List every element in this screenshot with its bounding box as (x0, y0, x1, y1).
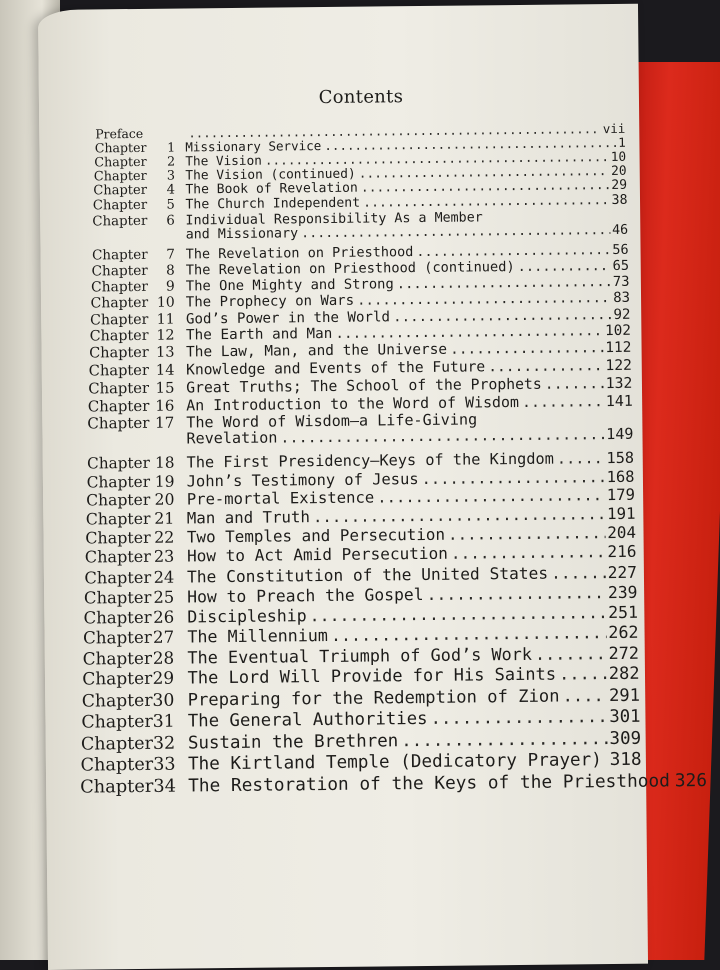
chapter-title: The First Presidency—Keys of the Kingdom (187, 451, 554, 471)
chapter-number: 10 (157, 296, 175, 311)
chapter-number: 20 (155, 492, 175, 509)
toc-entry (186, 358, 632, 378)
toc-entry (188, 708, 641, 731)
chapter-label (82, 691, 175, 710)
chapter-title: Missionary Service (185, 139, 321, 154)
page-number: 149 (606, 427, 633, 443)
chapter-label (83, 629, 174, 647)
page-number: 326 (675, 772, 707, 791)
leader-dots (562, 687, 607, 705)
leader-dots (401, 730, 607, 751)
toc-entry (187, 544, 637, 566)
chapter-word: Chapter (80, 778, 153, 797)
page-number: 291 (609, 686, 640, 704)
chapter-label (91, 280, 175, 295)
chapter-title: The Constitution of the United States (187, 565, 548, 586)
chapter-label (93, 184, 175, 199)
chapter-number: 27 (153, 629, 174, 647)
toc-entry (187, 604, 638, 626)
chapter-word: Chapter (94, 170, 147, 184)
chapter-label (84, 569, 174, 587)
leader-dots (451, 545, 606, 563)
chapter-label (85, 530, 174, 548)
chapter-title: Discipleship (187, 607, 307, 626)
toc-entry (187, 487, 635, 508)
leader-dots (359, 165, 610, 181)
page-number: 204 (607, 525, 636, 542)
toc-entry (187, 624, 638, 646)
chapter-number: 6 (166, 214, 175, 228)
leader-dots (448, 525, 605, 543)
chapter-word: Chapter (84, 569, 151, 587)
chapter-word: Chapter (85, 530, 151, 547)
chapter-title: The Vision (185, 154, 262, 168)
chapter-label (86, 511, 175, 528)
chapter-word: Chapter (85, 549, 151, 567)
chapter-number: 29 (152, 670, 174, 688)
toc-entry (188, 773, 642, 796)
toc-row (84, 584, 638, 607)
chapter-label (83, 649, 175, 668)
chapter-word: Chapter (95, 141, 147, 155)
chapter-label (90, 329, 175, 345)
chapter-number: 32 (153, 734, 175, 753)
toc-entry (188, 729, 641, 752)
leader-dots (450, 341, 603, 358)
page-number: 102 (605, 324, 631, 339)
chapter-number: 26 (153, 609, 174, 627)
chapter-word: Chapter (91, 280, 148, 295)
chapter-title: An Introduction to the Word of Wisdom (186, 395, 519, 414)
leader-dots (488, 359, 603, 376)
page-number: 227 (608, 564, 637, 581)
chapter-word: Chapter (82, 692, 153, 711)
leader-dots (310, 604, 607, 624)
toc-entry (187, 584, 637, 606)
chapter-word: Chapter (81, 734, 153, 753)
chapter-number: 19 (155, 473, 175, 489)
page-number: 10 (611, 150, 626, 164)
leader-dots (559, 666, 607, 684)
leader-dots (280, 427, 604, 446)
chapter-number: 28 (153, 649, 175, 667)
chapter-number: 14 (156, 363, 175, 379)
chapter-title: The Millennium (187, 627, 328, 646)
chapter-title: The Restoration of the Keys of the Priesthood (188, 773, 670, 797)
chapter-title: The Earth and Man (186, 327, 332, 344)
chapter-number: 17 (155, 416, 174, 432)
toc-row (83, 604, 638, 627)
page-number: vii (603, 122, 626, 135)
chapter-label (86, 492, 174, 509)
chapter-label (93, 199, 175, 214)
page-number: 122 (605, 358, 632, 374)
chapter-word: Chapter (88, 398, 150, 414)
leader-dots (377, 487, 605, 506)
page-number: 282 (609, 665, 640, 683)
chapter-title: Great Truths; The School of the Prophets (186, 377, 542, 396)
chapter-word: Chapter (83, 629, 152, 647)
chapter-title: The Revelation on Priesthood (continued) (186, 260, 515, 278)
chapter-label (87, 416, 174, 433)
chapter-label (94, 169, 175, 183)
chapter-word: Chapter (83, 609, 151, 627)
table-of-contents (95, 122, 632, 801)
page-number: 29 (611, 179, 627, 193)
chapter-number: 4 (167, 184, 175, 198)
chapter-number: 30 (152, 691, 174, 709)
page-number: 309 (609, 729, 641, 748)
chapter-title: The General Authorities (188, 710, 428, 731)
chapter-word: Chapter (87, 455, 150, 472)
chapter-title-continued (186, 224, 629, 243)
leader-dots (557, 450, 605, 467)
chapter-number: 33 (153, 756, 176, 775)
page-number: 92 (613, 308, 630, 323)
chapter-title: The Church Independent (185, 197, 360, 213)
chapter-title-line2: Revelation (186, 431, 277, 448)
leader-dots (361, 180, 610, 196)
chapter-word: Chapter (87, 473, 151, 490)
leader-dots (421, 469, 604, 487)
chapter-label (80, 778, 174, 798)
chapter-number: 24 (154, 569, 175, 586)
toc-row (81, 708, 640, 732)
leader-dots (335, 324, 603, 342)
chapter-title: The One Mighty and Strong (186, 277, 394, 294)
chapter-title: The Eventual Triumph of God’s Work (187, 646, 532, 667)
page-number: 46 (612, 224, 628, 238)
chapter-label (94, 155, 175, 169)
page-number: 301 (609, 708, 640, 727)
toc-entry (185, 210, 628, 243)
chapter-number: 2 (167, 155, 175, 168)
chapter-word: Chapter (81, 713, 152, 732)
chapter-label (92, 248, 175, 263)
chapter-title-continued (186, 427, 633, 448)
chapter-label (81, 713, 174, 732)
chapter-title: John’s Testimony of Jesus (187, 471, 419, 490)
chapter-number: 22 (154, 530, 174, 547)
chapter-label (91, 264, 174, 279)
leader-dots (416, 243, 610, 259)
chapter-title: The Book of Revelation (185, 182, 358, 197)
chapter-label (89, 346, 174, 362)
chapter-number: 1 (167, 141, 175, 154)
toc-entry (187, 468, 635, 489)
chapter-title: The Law, Man, and the Universe (186, 343, 447, 361)
chapter-number: 25 (153, 588, 174, 605)
page-number: 56 (612, 243, 628, 257)
leader-dots (522, 394, 604, 411)
page-number: 251 (608, 604, 638, 622)
chapter-word: Chapter (90, 329, 149, 345)
chapter-label (81, 734, 174, 753)
page-number: 65 (613, 259, 630, 274)
chapter-label (95, 127, 175, 141)
leader-dots (301, 224, 610, 241)
toc-row (82, 686, 640, 710)
chapter-title: The Lord Will Provide for His Saints (188, 666, 557, 688)
chapter-label (85, 549, 175, 567)
chapter-title: The Word of Wisdom—a Life-Giving (186, 411, 633, 432)
toc-entry (187, 450, 635, 471)
page-number: 262 (608, 624, 638, 642)
toc-entry (187, 564, 637, 586)
chapter-number: 34 (153, 778, 176, 797)
leader-dots (430, 708, 607, 728)
chapter-number: 3 (167, 169, 175, 183)
page-number: 318 (610, 751, 642, 770)
chapter-number: 12 (156, 329, 174, 344)
chapter-title: The Revelation on Priesthood (186, 245, 414, 262)
toc-row (87, 411, 633, 448)
chapter-number: 8 (166, 264, 175, 278)
chapter-label (83, 609, 174, 627)
chapter-word: Chapter (80, 756, 153, 775)
page-number: 38 (612, 194, 628, 208)
toc-entry (188, 665, 640, 688)
chapter-title: The Kirtland Temple (Dedicatory Prayer) (188, 751, 602, 774)
chapter-label (90, 312, 175, 328)
leader-dots (397, 275, 611, 292)
chapter-label (87, 455, 175, 472)
page-number: 1 (618, 136, 626, 149)
leader-dots (313, 506, 605, 526)
chapter-title: Sustain the Brethren (188, 732, 399, 753)
page-number: 239 (608, 584, 638, 601)
chapter-word: Chapter (86, 511, 151, 528)
toc-row (81, 729, 641, 753)
chapter-word: Chapter (90, 313, 148, 328)
chapter-title: Pre-mortal Existence (187, 490, 375, 508)
chapter-title: Knowledge and Events of the Future (186, 360, 485, 378)
toc-row (83, 624, 639, 647)
chapter-number: 21 (154, 511, 174, 528)
chapter-number: 31 (153, 713, 175, 731)
chapter-number: 9 (166, 280, 175, 295)
toc-entry (187, 525, 636, 546)
toc-row (80, 773, 642, 798)
chapter-word: Chapter (94, 155, 146, 169)
page-number: 191 (607, 506, 636, 523)
contents-heading: Contents (281, 86, 441, 109)
chapter-title: God’s Power in the World (186, 310, 390, 327)
page-number: 216 (607, 544, 636, 561)
toc-entry (186, 411, 633, 447)
leader-dots (551, 564, 606, 582)
chapter-word: Chapter (92, 215, 147, 230)
leader-dots (331, 624, 607, 644)
chapter-label (88, 398, 175, 415)
chapter-word: Chapter (86, 492, 150, 509)
chapter-label (92, 214, 175, 229)
page-number: 179 (607, 487, 635, 504)
page-number: 158 (606, 450, 634, 466)
chapter-word: Chapter (92, 248, 148, 263)
toc-row (85, 525, 636, 547)
chapter-title-line2: and Missionary (186, 227, 299, 242)
chapter-word: Chapter (88, 381, 149, 397)
page-number: 112 (605, 341, 631, 356)
chapter-word: Chapter (91, 296, 149, 311)
chapter-label (95, 141, 176, 155)
chapter-title: Man and Truth (187, 509, 310, 527)
chapter-title: How to Act Amid Persecution (187, 546, 448, 566)
toc-entry (188, 686, 641, 709)
leader-dots (518, 259, 611, 274)
leader-dots (363, 194, 610, 210)
chapter-word: Chapter (83, 650, 152, 668)
chapter-number: 23 (154, 549, 175, 566)
preface-label: Preface (95, 127, 143, 141)
chapter-label (84, 588, 174, 606)
chapter-title: Two Temples and Persecution (187, 527, 445, 546)
leader-dots (393, 308, 612, 325)
page-number: 272 (609, 645, 640, 663)
toc-entry (186, 376, 632, 396)
chapter-number: 15 (156, 380, 175, 396)
chapter-word: Chapter (84, 589, 152, 607)
chapter-label (82, 670, 174, 689)
toc-row (85, 544, 637, 567)
page-number: 20 (611, 165, 627, 179)
chapter-number: 18 (155, 455, 175, 471)
chapter-number: 11 (157, 312, 175, 327)
book-page (38, 4, 648, 970)
chapter-label (89, 363, 175, 379)
toc-row (86, 506, 636, 528)
chapter-word: Chapter (93, 199, 147, 213)
chapter-title: Preparing for the Redemption of Zion (188, 687, 560, 709)
leader-dots (426, 584, 606, 603)
chapter-label (80, 756, 174, 775)
chapter-word: Chapter (89, 346, 149, 362)
leader-dots (357, 291, 611, 308)
toc-entry (187, 645, 639, 667)
chapter-title: The Vision (continued) (185, 167, 355, 182)
page-number: 168 (607, 468, 635, 484)
chapter-word: Chapter (89, 363, 149, 379)
leader-dots (545, 376, 604, 392)
chapter-label (87, 473, 175, 490)
page-number: 73 (613, 275, 630, 290)
chapter-number: 5 (166, 199, 175, 213)
chapter-word: Chapter (87, 416, 149, 432)
chapter-number: 16 (155, 398, 174, 414)
chapter-word: Chapter (93, 184, 147, 198)
page-number: 83 (613, 291, 630, 306)
toc-row (92, 210, 628, 244)
chapter-label (91, 296, 175, 312)
chapter-word: Chapter (91, 264, 147, 279)
chapter-word: Chapter (82, 671, 152, 690)
chapter-number: 13 (156, 346, 175, 361)
chapter-label (88, 380, 174, 396)
leader-dots (535, 645, 607, 663)
toc-row (82, 665, 639, 689)
toc-entry (187, 506, 636, 527)
page-number: 132 (606, 376, 633, 392)
leader-dots (605, 751, 608, 770)
chapter-title: The Prophecy on Wars (186, 294, 354, 310)
toc-row (84, 564, 637, 587)
chapter-title: Individual Responsibility As a Member (185, 210, 628, 229)
page-number: 141 (606, 393, 633, 409)
chapter-number: 7 (166, 248, 175, 262)
chapter-title: How to Preach the Gospel (187, 586, 424, 606)
